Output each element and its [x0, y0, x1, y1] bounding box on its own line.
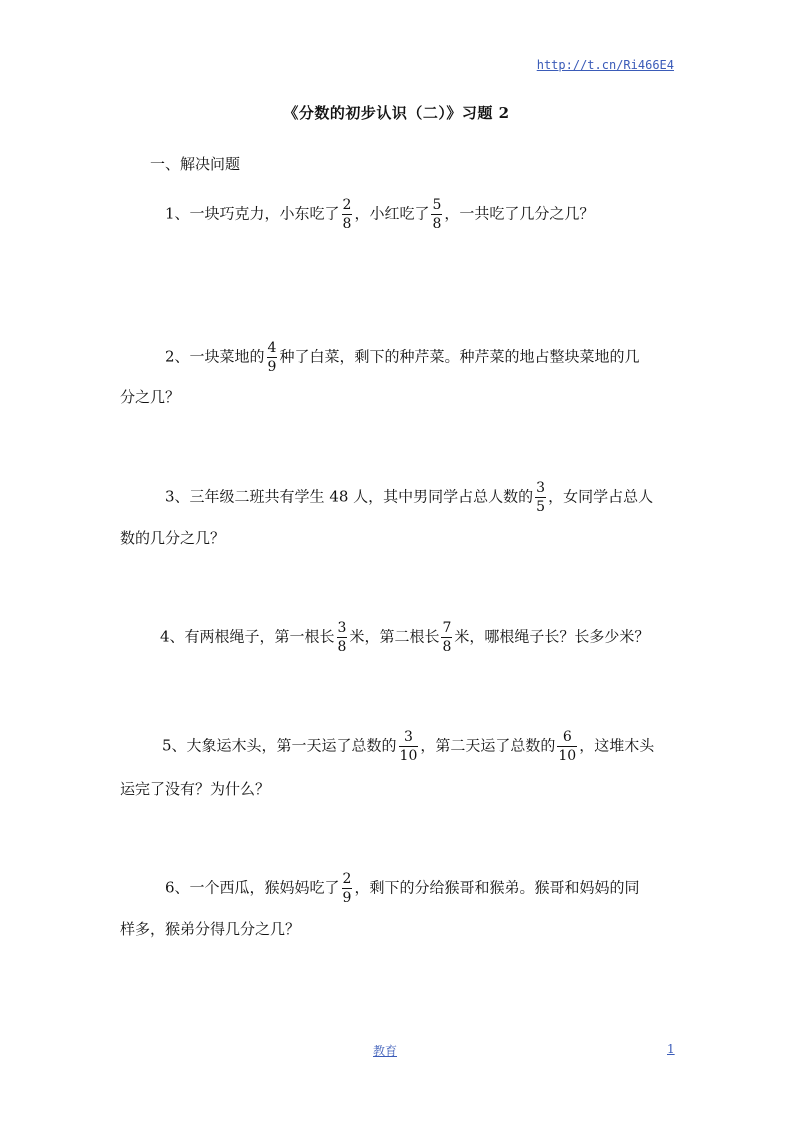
q2-line-2: 分之几？: [120, 388, 181, 406]
q5-text-c: ，这堆木头: [579, 736, 655, 755]
q2-text-b: 种了白菜，剩下的种芹菜。种芹菜的地占整块菜地的几: [279, 347, 640, 366]
q1-text-c: ，一共吃了几分之几？: [444, 204, 595, 223]
page-title: 《分数的初步认识（二）》习题 2: [283, 104, 510, 122]
question-2: [165, 341, 639, 374]
q2-fraction-1: $\frac{4}{9}$: [267, 340, 277, 375]
q1-text-b: ，小红吃了: [354, 204, 430, 223]
q1-fraction-2: $\frac{5}{8}$: [432, 197, 442, 232]
q5-text-b: ，第二天运了总数的: [420, 736, 556, 755]
q5-fraction-2: $\frac{6}{10}$: [558, 729, 577, 764]
question-5: [162, 730, 654, 763]
question-3: [165, 481, 653, 514]
q1-text-a: 1、一块巧克力，小东吃了: [165, 204, 340, 223]
q6-line-2: 样多，猴弟分得几分之几？: [120, 920, 301, 938]
q2-text-a: 2、一块菜地的: [165, 347, 265, 366]
q5-line-2: 运完了没有？为什么？: [120, 780, 271, 798]
header-link[interactable]: http://t.cn/Ri466E4: [536, 58, 674, 72]
q6-text-b: ，剩下的分给猴哥和猴弟。猴哥和妈妈的同: [354, 878, 640, 897]
question-4: [160, 621, 649, 654]
q1-fraction-1: $\frac{2}{8}$: [342, 197, 352, 232]
q6-text-a: 6、一个西瓜，猴妈妈吃了: [165, 878, 340, 897]
q3-line-2: 数的几分之几？: [120, 529, 226, 547]
q6-fraction-1: $\frac{2}{9}$: [342, 871, 352, 906]
footer-link[interactable]: 教育: [373, 1044, 398, 1058]
q3-text-b: ，女同学占总人: [548, 487, 654, 506]
q4-text-b: 米，第二根长: [349, 627, 440, 646]
question-1: [165, 198, 594, 231]
section-heading: 一、解决问题: [150, 155, 241, 173]
q3-text-a: 3、三年级二班共有学生 48 人，其中男同学占总人数的: [165, 487, 534, 506]
q5-text-a: 5、大象运木头，第一天运了总数的: [162, 736, 397, 755]
page-number: 1: [667, 1042, 675, 1056]
question-6: [165, 872, 639, 905]
q4-fraction-2: $\frac{7}{8}$: [442, 620, 452, 655]
q5-fraction-1: $\frac{3}{10}$: [399, 729, 418, 764]
q4-text-a: 4、有两根绳子，第一根长: [160, 627, 335, 646]
q4-text-c: 米，哪根绳子长？长多少米？: [454, 627, 650, 646]
q3-fraction-1: $\frac{3}{5}$: [536, 480, 546, 515]
q4-fraction-1: $\frac{3}{8}$: [337, 620, 347, 655]
